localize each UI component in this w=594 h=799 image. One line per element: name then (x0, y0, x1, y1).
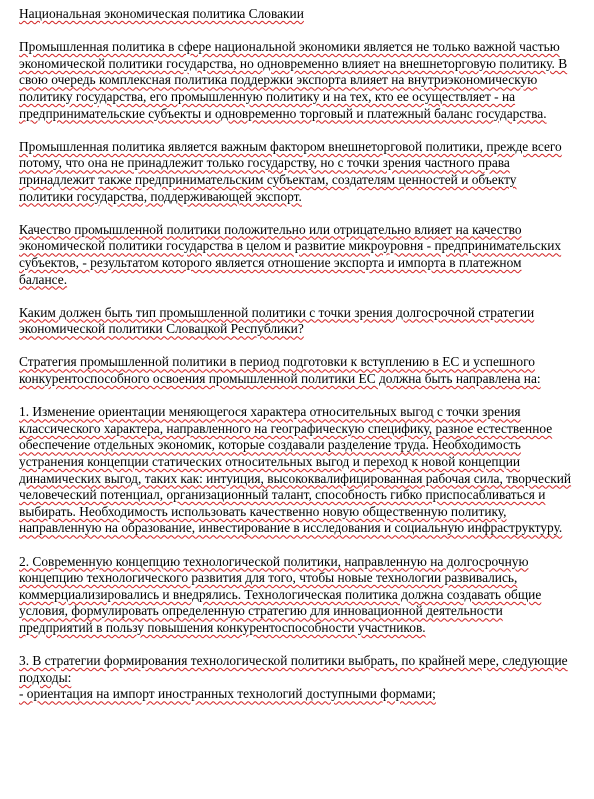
paragraph-2: Промышленная политика является важным фактором внешнеторговой политики, прежде всего потому, что она не принадлежит только государству, но с точки зрения частного права принадлежит также предпринимательским субъектам, создателям ценностей и объекту политики государства, поддерживающей экспорт. (19, 138, 562, 204)
paragraph-point-2: 2. Современную концепцию технологической политики, направленную на долгосрочную концепцию технологического развития для того, чтобы новые технологии развивались, коммерциализировались и внедрялись. Технологическая политика должна создавать общие условия, формулировать определенную стратегию для инновационной деятельности предприятий в пользу повышения конкурентоспособности участников. (19, 553, 542, 635)
paragraph-3: Качество промышленной политики положительно или отрицательно влияет на качество экономической политики государства в целом и развитие микроуровня - предпринимательских субъектов, - результатом которого является отношение экспорта и импорта в платежном балансе. (19, 221, 562, 287)
paragraph-point-3-heading: 3. В стратегии формирования технологической политики выбрать, по крайней мере, следующие подходы: (19, 653, 568, 685)
paragraph-question: Каким должен быть тип промышленной политики с точки зрения долгосрочной стратегии экономической политики Словацкой Республики? (19, 304, 535, 337)
paragraph-point-3-item-1: - ориентация на импорт иностранных технологий доступными формами; (19, 686, 436, 702)
paragraph-strategy-intro: Стратегия промышленной политики в период подготовки к вступлению в ЕС и успешного конкурентоспособного освоения промышленной политики ЕС должна быть направлена на: (19, 354, 541, 387)
paragraph-point-1: 1. Изменение ориентации меняющегося характера относительных выгод с точки зрения классического характера, направленного на географическую специфику, разное естественное обеспечение отдельных экономик, которые создавали разделение труда. Необходимость устранения концепции статических относительных выгод и переход к новой концепции динамических выгод, таких как: интуиция, высококвалифицированная рабочая сила, творческий человеческий потенциал, организационный талант, способность гибко приспосабливаться и выбирать. Необходимость использовать качественно новую общественную политику, направленную на образование, инвестирование в исследования и социальную инфраструктуру. (19, 404, 572, 536)
paragraph-point-3 (19, 653, 572, 703)
paragraph-1: Промышленная политика в сфере национальной экономики является не только важной частью экономической политики государства, но одновременно влияет на внешнеторговую политику. В свою очередь комплексная политика поддержки экспорта влияет на внутриэкономическую политику государства, его промышленную политику и на тех, кто ее осуществляет - на предпринимательские субъекты и одновременно торговый и платежный баланс государства. (19, 39, 568, 121)
document-title: Национальная экономическая политика Словакии (19, 6, 304, 21)
